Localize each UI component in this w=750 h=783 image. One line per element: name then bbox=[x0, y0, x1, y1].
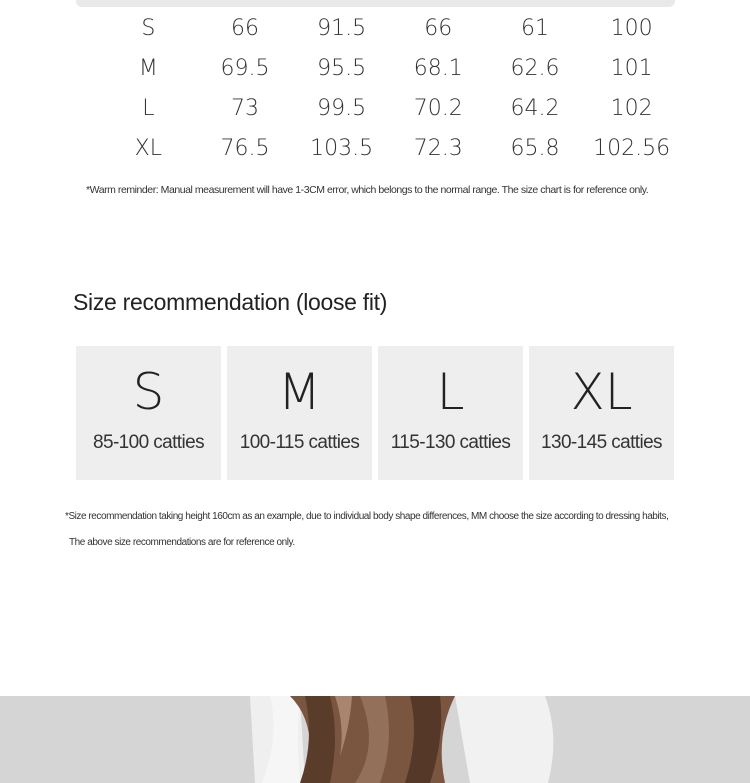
model-photo-image bbox=[0, 696, 750, 783]
warm-reminder-text: *Warm reminder: Manual measurement will have 1-3CM error, which belongs to the normal range. The size chart is for reference only. bbox=[86, 184, 649, 196]
table-cell: 100 bbox=[610, 15, 653, 41]
table-row bbox=[100, 48, 680, 88]
size-cell: M bbox=[138, 55, 158, 81]
table-cell: 66 bbox=[230, 15, 259, 41]
table-cell: 102 bbox=[610, 95, 653, 121]
model-photo bbox=[0, 696, 750, 783]
size-cell: L bbox=[142, 95, 155, 121]
table-cell: 72.3 bbox=[413, 135, 463, 161]
table-cell: 61 bbox=[520, 15, 549, 41]
card-weight-range: 85-100 catties bbox=[93, 432, 204, 453]
size-card-m bbox=[227, 346, 372, 480]
table-cell: 73 bbox=[230, 95, 259, 121]
size-card-xl bbox=[529, 346, 674, 480]
size-note-line-1: *Size recommendation taking height 160cm as an example, due to individual body shape differences, MM choose the size according to dressing habits, bbox=[65, 511, 669, 522]
card-size-label: L bbox=[436, 363, 465, 421]
table-cell: 65.8 bbox=[510, 135, 560, 161]
table-cell: 66 bbox=[424, 15, 453, 41]
table-cell: 101 bbox=[610, 55, 653, 81]
size-card-s bbox=[76, 346, 221, 480]
table-row bbox=[100, 128, 680, 168]
table-cell: 103.5 bbox=[310, 135, 374, 161]
table-cell: 70.2 bbox=[413, 95, 463, 121]
card-size-label: XL bbox=[570, 363, 633, 421]
table-row bbox=[100, 88, 680, 128]
size-recommendation-cards bbox=[76, 346, 676, 480]
table-row bbox=[100, 8, 680, 48]
table-cell: 68.1 bbox=[413, 55, 463, 81]
card-size-label: S bbox=[132, 363, 165, 421]
table-header-strip bbox=[76, 0, 675, 7]
card-weight-range: 130-145 catties bbox=[541, 432, 662, 453]
size-recommendation-title: Size recommendation (loose fit) bbox=[73, 289, 388, 315]
size-note-line-2: The above size recommendations are for reference only. bbox=[69, 537, 295, 548]
size-cell: XL bbox=[134, 135, 162, 161]
table-cell: 95.5 bbox=[317, 55, 367, 81]
size-chart-table bbox=[100, 8, 680, 168]
table-cell: 64.2 bbox=[510, 95, 560, 121]
card-size-label: M bbox=[277, 363, 322, 421]
table-cell: 91.5 bbox=[317, 15, 367, 41]
card-weight-range: 100-115 catties bbox=[239, 432, 360, 453]
table-cell: 102.56 bbox=[593, 135, 671, 161]
size-cell: S bbox=[141, 15, 156, 41]
table-cell: 76.5 bbox=[220, 135, 270, 161]
table-cell: 69.5 bbox=[220, 55, 270, 81]
table-cell: 99.5 bbox=[317, 95, 367, 121]
size-card-l bbox=[378, 346, 523, 480]
card-weight-range: 115-130 catties bbox=[390, 432, 511, 453]
table-cell: 62.6 bbox=[510, 55, 560, 81]
